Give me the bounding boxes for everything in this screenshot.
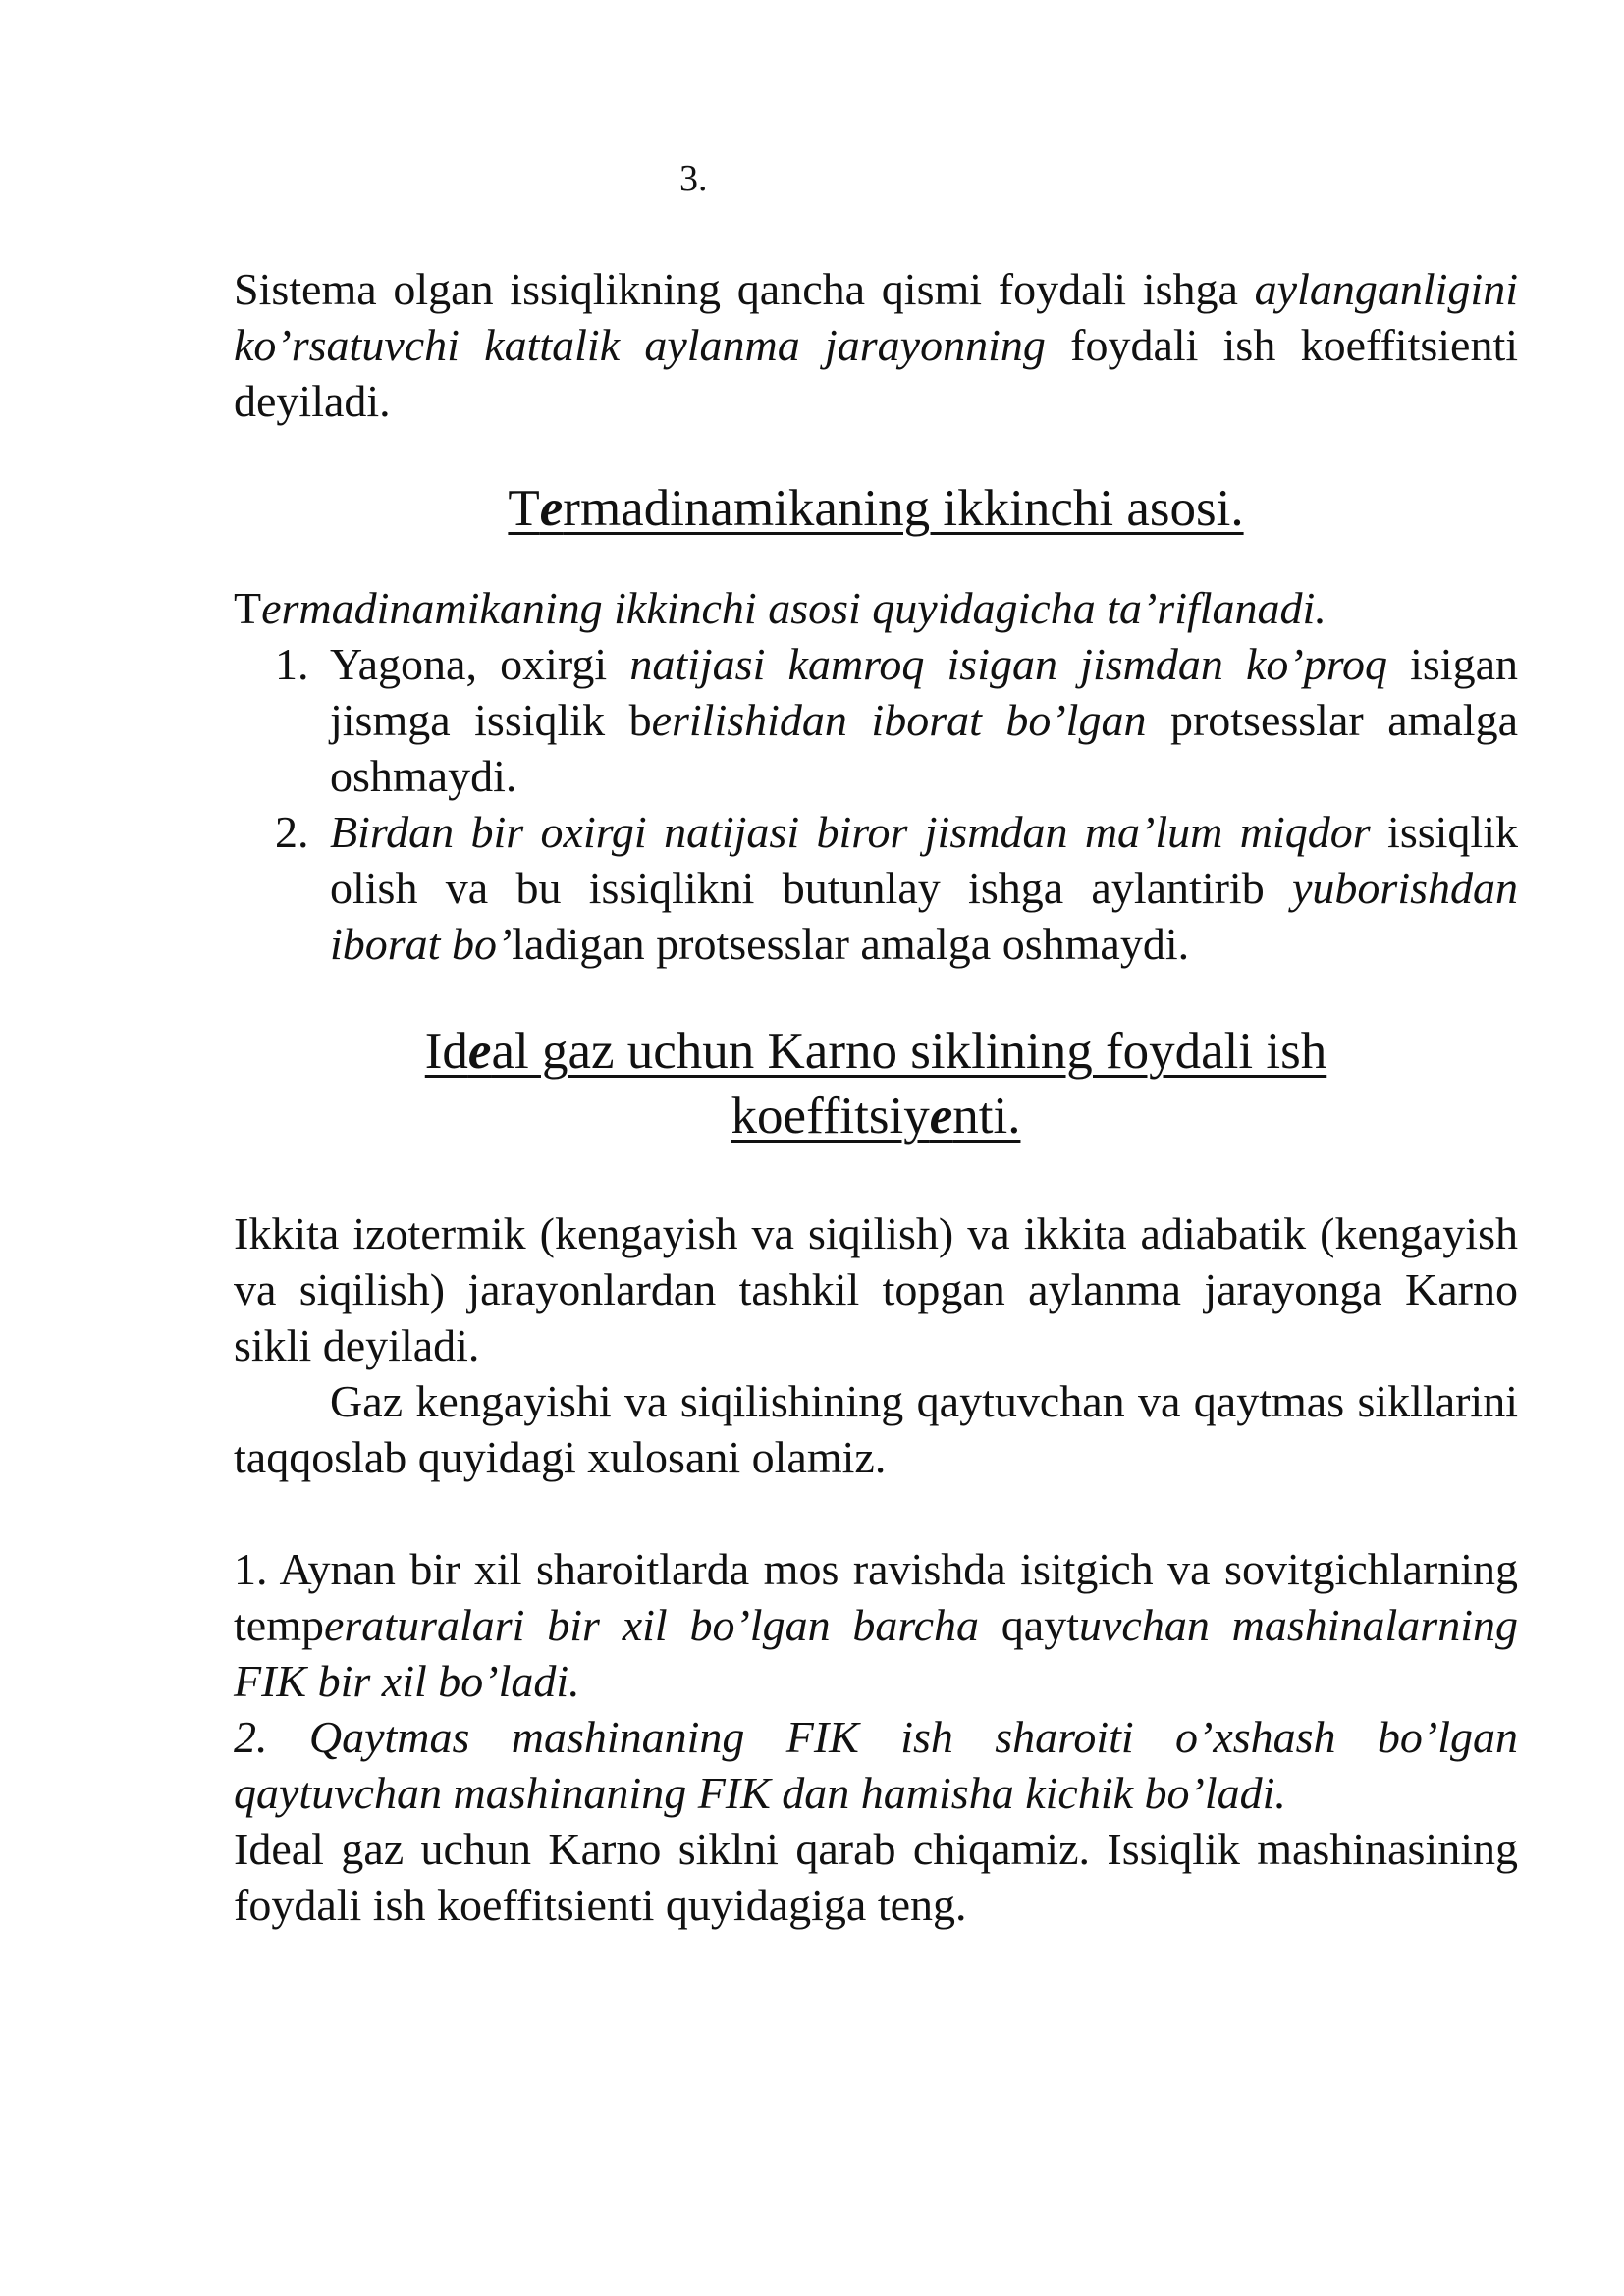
page-content [234,261,1518,1933]
conclusion-text: 1. Aynan bir xil sharoitlarda mos ravishda isitgich va sovitgichlarning temp [234,1544,1518,1650]
list-text: isigan jismga issiqlik b [330,639,1518,745]
second-law-statements [234,636,1518,972]
efficiency-definition [234,261,1518,429]
list-text: Birdan bir oxirgi natijasi biror jismdan ma’lum miqdor [330,807,1371,857]
cycle-comparison: Gaz kengayishi va siqilishining qaytuvchan va qaytmas sikllarini taqqoslab quyidagi xulosani olamiz. [234,1376,1518,1482]
heading-text: e [467,1023,492,1080]
list-text: yuborishdan iborat bo’ [330,863,1518,969]
list-number: 1. [275,639,309,689]
heading-text: koeffitsiy [731,1088,930,1145]
conclusion-2: 2. Qaytmas mashinaning FIK ish sharoiti o’xshash bo’lgan qaytuvchan mashinaning FIK dan hamisha kichik bo’ladi. [234,1712,1518,1818]
carnot-cycle-definition: Ikkita izotermik (kengayish va siqilish) va ikkita adiabatik (kengayish va siqilish) jarayonlardan tashkil topgan aylanma jarayonga Karno sikli deyiladi. [234,1208,1518,1370]
list-text: erilishidan iborat bo’lgan [651,695,1147,745]
efficiency-definition-text-2: aylanganligini ko’rsatuvchi kattalik aylanma jarayonning [234,264,1518,370]
heading-text: e [929,1088,953,1145]
final-paragraph: Ideal gaz uchun Karno siklni qarab chiqamiz. Issiqlik mashinasining foydali ish koeffitsienti quyidagiga teng. [234,1824,1518,1930]
intro-text: T [234,583,262,633]
heading-text: T [508,480,540,537]
heading-text: e [539,480,564,537]
list-text: issiqlik olish va bu issiqlikni butunlay ishga aylantirib [330,807,1518,913]
heading-text: Id [424,1023,468,1080]
efficiency-definition-text-3: foydali ish koeffitsienti deyiladi. [234,320,1519,426]
second-law-intro [234,580,1518,636]
efficiency-definition-text-1: Sistema olgan issiqlikning qancha qismi foydali ishga [234,264,1255,314]
conclusion-text: qayt [979,1600,1079,1650]
intro-text: ermadinamikaning ikkinchi asosi quyidagicha ta’riflanadi. [261,583,1326,633]
list-item [234,804,1518,972]
list-text: ladigan protsesslar amalga oshmaydi. [512,919,1190,969]
heading-text: nti. [952,1088,1021,1145]
conclusion-text: eraturalari bir xil bo’lgan barcha [323,1600,979,1650]
list-text: protsesslar amalga oshmaydi. [330,695,1518,801]
list-text: Yagona, oxirgi [330,639,630,689]
section-heading-carnot-efficiency [234,1019,1518,1148]
conclusion-1 [234,1541,1518,1709]
list-number: 2. [275,807,309,857]
section-heading-second-law [234,476,1518,541]
page-number: 3. [679,158,708,199]
list-item [234,636,1518,804]
conclusion-text: uvchan mashinalarning FIK bir xil bo’ladi. [234,1600,1518,1706]
heading-text: rmadinamikaning ikkinchi asosi. [563,480,1244,537]
heading-text: al gaz uchun Karno siklining foydali ish [491,1023,1327,1080]
list-text: natijasi kamroq isigan jismdan ko’proq [629,639,1387,689]
